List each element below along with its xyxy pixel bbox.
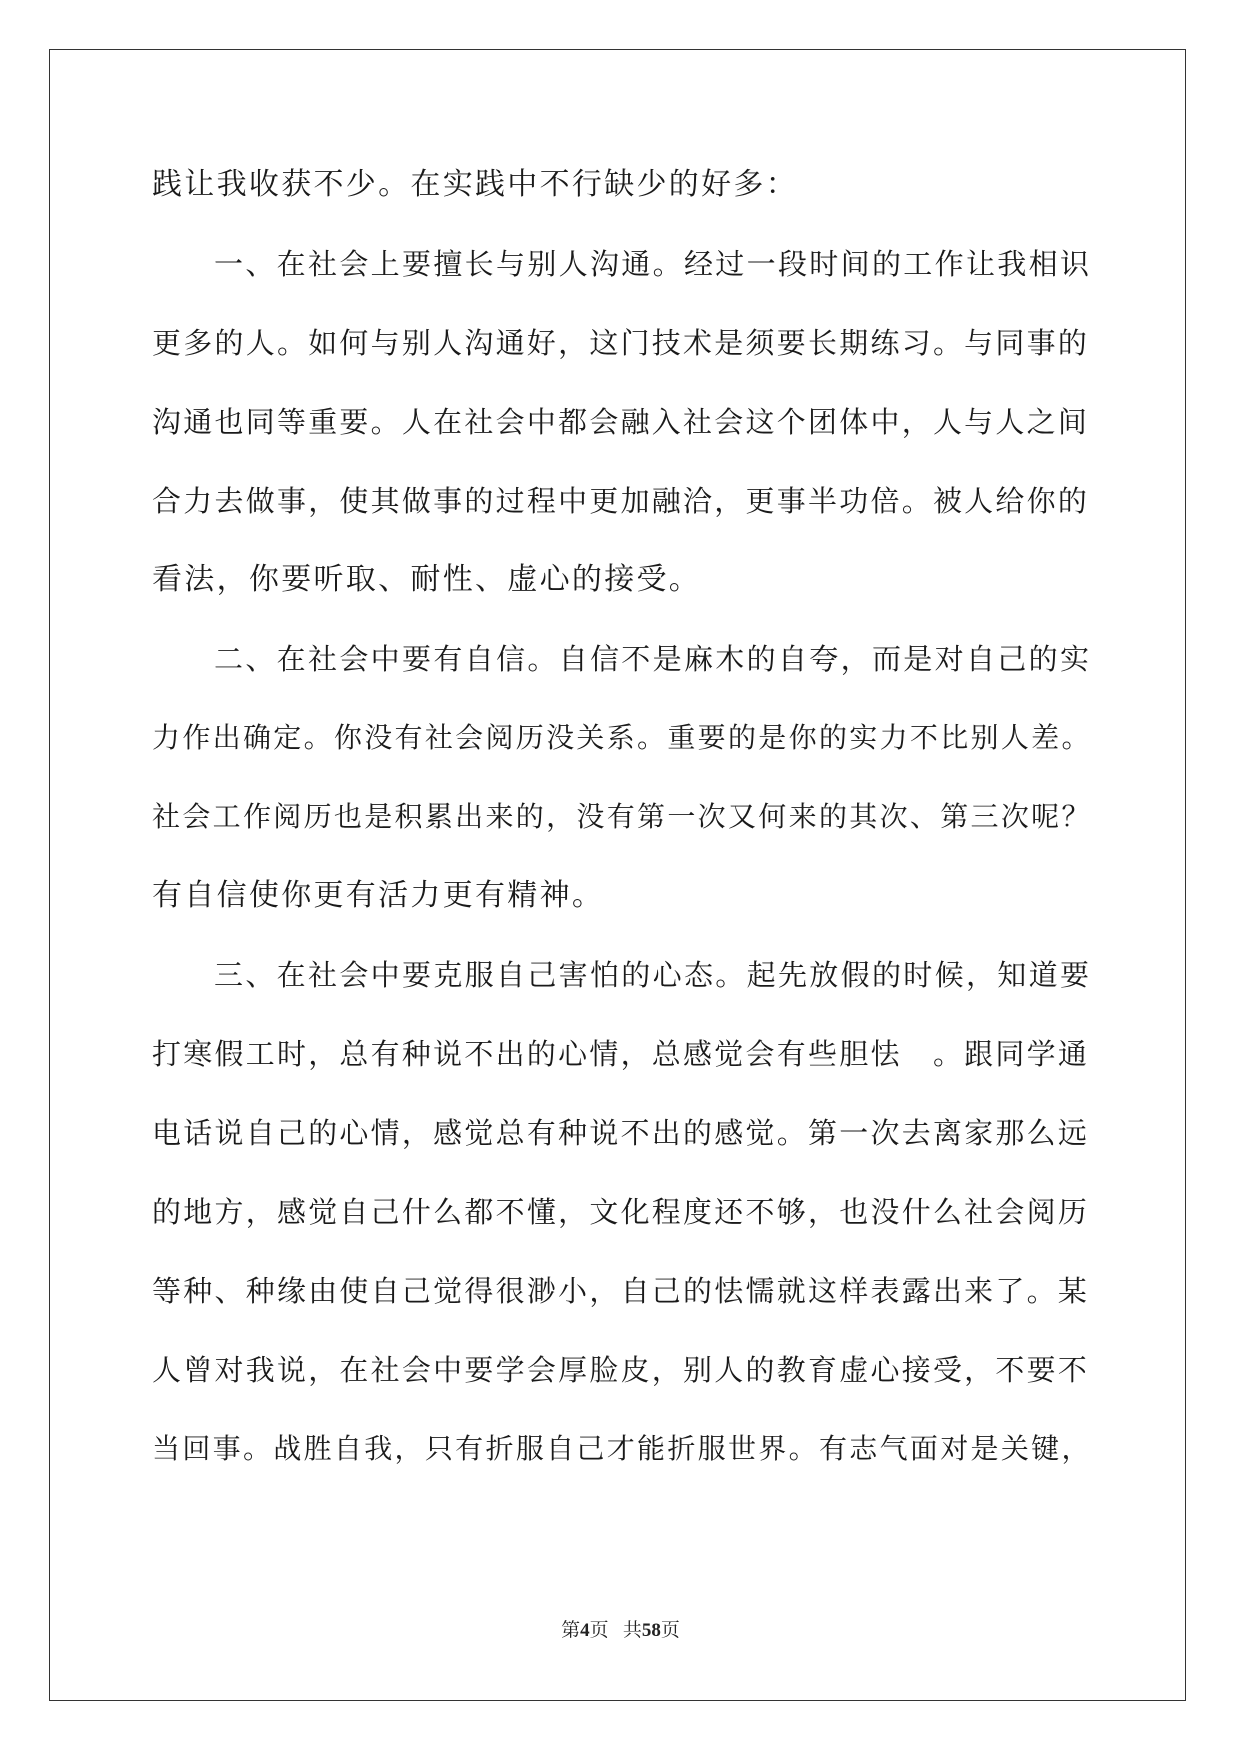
paragraph-first-line: 三、在社会中要克服自己害怕的心态。起先放假的时候，知道要 bbox=[214, 958, 1092, 992]
text-line: 社会工作阅历也是积累出来的，没有第一次又何来的其次、第三次呢？ bbox=[152, 800, 1092, 833]
total-prefix: 共 bbox=[622, 1620, 642, 1641]
text-line: 当回事。战胜自我，只有折服自己才能折服世界。有志气面对是关键， bbox=[152, 1432, 1092, 1465]
total-unit: 页 bbox=[660, 1620, 680, 1641]
text-line: 合力去做事，使其做事的过程中更加融洽，更事半功倍。被人给你的 bbox=[152, 484, 1090, 518]
total-pages: 58 bbox=[641, 1620, 661, 1641]
text-line: 看法，你要听取、耐性、虚心的接受。 bbox=[152, 562, 702, 597]
text-line: 有自信使你更有活力更有精神。 bbox=[152, 878, 605, 913]
page-unit: 页 bbox=[589, 1620, 609, 1641]
text-line: 力作出确定。你没有社会阅历没关系。重要的是你的实力不比别人差。 bbox=[152, 721, 1092, 754]
footer-prefix: 第 bbox=[561, 1620, 581, 1641]
page-footer bbox=[0, 1615, 1241, 1642]
page-number: 4 bbox=[580, 1620, 590, 1641]
text-line: 更多的人。如何与别人沟通好，这门技术是须要长期练习。与同事的 bbox=[152, 326, 1090, 360]
paragraph-first-line: 一、在社会上要擅长与别人沟通。经过一段时间的工作让我相识 bbox=[214, 247, 1092, 281]
text-line: 打寒假工时，总有种说不出的心情，总感觉会有些胆怯 。跟同学通 bbox=[152, 1037, 1090, 1071]
text-line: 沟通也同等重要。人在社会中都会融入社会这个团体中，人与人之间 bbox=[152, 405, 1090, 439]
text-line: 践让我收获不少。在实践中不行缺少的好多： bbox=[152, 167, 798, 202]
text-line: 电话说自己的心情，感觉总有种说不出的感觉。第一次去离家那么远 bbox=[152, 1116, 1090, 1150]
text-line: 的地方，感觉自己什么都不懂，文化程度还不够，也没什么社会阅历 bbox=[152, 1195, 1090, 1229]
text-line: 人曾对我说，在社会中要学会厚脸皮，别人的教育虚心接受，不要不 bbox=[152, 1353, 1090, 1387]
text-line: 等种、种缘由使自己觉得很渺小，自己的怯懦就这样表露出来了。某 bbox=[152, 1274, 1090, 1308]
paragraph-first-line: 二、在社会中要有自信。自信不是麻木的自夸，而是对自己的实 bbox=[214, 642, 1092, 676]
